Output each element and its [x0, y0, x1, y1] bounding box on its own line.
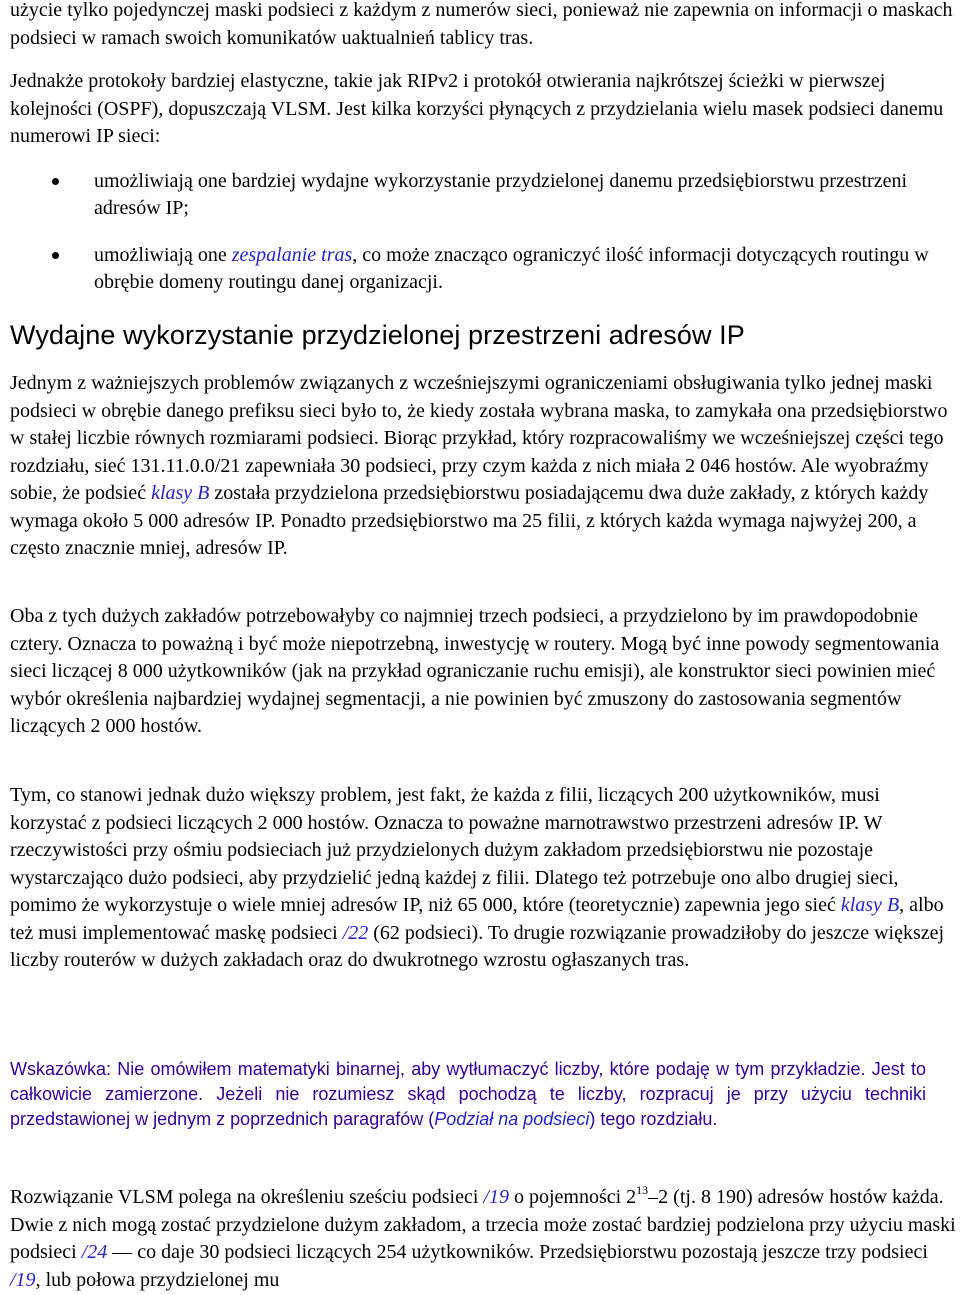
paragraph-text: Jednym z ważniejszych problemów związanych z wcześniejszymi ograniczeniami obsługiwania tylko jednej maski podsieci w obrębie danego prefiksu sieci było to, że kiedy została wybrana maska, to zamykała ona przedsiębiorstwo w stałej liczbie równych rozmiarami podsieci. Biorąc przykład, który rozpracowaliśmy we wcześniejszej części tego rozdziału, sieć 131.11.0.0/21 zapewniała 30 podsieci, przy czym każda z nich miała 2 046 hostów. Ale wyobraźmy sobie, że podsieć: [10, 372, 948, 504]
list-item: [10, 242, 958, 296]
paragraph-text: (62 podsieci). To drugie rozwiązanie prowadziłoby do jeszcze większej liczby routerów w dużych zakładach oraz do dwukrotnego wzrostu ogłaszanych tras.: [10, 921, 945, 971]
paragraph-text: — co daje 30 podsieci liczących 254 użytkowników. Przedsiębiorstwu pozostają jeszcze trzy podsieci: [107, 1241, 928, 1263]
benefits-list: [10, 168, 958, 316]
list-item: [10, 168, 958, 222]
tip-text: ) tego rozdziału.: [589, 1109, 718, 1129]
tip-box: [10, 1057, 926, 1132]
bullet-icon: [52, 252, 59, 259]
mask-19-link[interactable]: /19: [10, 1268, 36, 1291]
list-item-text: , co może znacząco ograniczyć ilość informacji dotyczących routingu w obrębie domeny routingu danej organizacji.: [94, 244, 929, 293]
list-item-text: umożliwiają one bardziej wydajne wykorzystanie przydzielonej danemu przedsiębiorstwu przestrzeni adresów IP;: [94, 170, 908, 219]
class-b-link[interactable]: klasy B: [151, 482, 210, 504]
paragraph-text: Tym, co stanowi jednak dużo większy problem, jest fakt, że każda z filii, liczących 200 użytkowników, musi korzystać z podsieci liczących 2 000 hostów. Oznacza to poważne marnotrawstwo przestrzeni adresów IP. W rzeczywistości przy ośmiu podsieciach już przydzielonych dużym zakładom przedsiębiorstwu nie pozostaje wystarczająco dużo podsieci, aby przydzielić jedną każdej z filii. Dlatego też potrzebuje ono albo drugiej sieci, pomimo że wykorzystuje o wiele mniej adresów IP, niż 65 000, które (teoretycznie) zapewnia jego sieć: [10, 784, 899, 916]
large-sites-paragraph: Oba z tych dużych zakładów potrzebowałyby co najmniej trzech podsieci, a przydzielono by im prawdopodobnie cztery. Oznacza to poważną i być może niepotrzebną, inwestycję w routery. Mogą być inne powody segmentowania sieci liczącej 8 000 użytkowników (jak na przykład ograniczanie ruchu emisji), ale konstruktor sieci powinien mieć wybór określenia najbardziej wydajnej segmentacji, a nie powinien być zmuszony do zastosowania segmentów liczących 2 000 hostów.: [10, 605, 940, 737]
paragraph-text: o pojemności 2: [508, 1186, 637, 1208]
bullet-icon: [52, 178, 59, 185]
problem-paragraph: [10, 370, 958, 563]
section-heading: Wydajne wykorzystanie przydzielonej przestrzeni adresów IP: [10, 320, 745, 350]
list-item-text: umożliwiają one: [94, 244, 232, 266]
vlsm-solution-paragraph: [10, 1184, 958, 1294]
branches-paragraph: [10, 782, 958, 975]
mask-24-link[interactable]: /24: [81, 1241, 108, 1263]
mask-19-link[interactable]: /19: [483, 1186, 509, 1208]
paragraph-text: –2 (tj. 8 190) adresów hostów każda. Dwie z nich mogą zostać przydzielone dużym zakładom, a trzecia może zostać bardziej podzielona przy użyciu maski podsieci: [10, 1186, 956, 1263]
intro-paragraph: użycie tylko pojedynczej maski podsieci z każdym z numerów sieci, ponieważ nie zapewnia on informacji o maskach podsieci w ramach swoich komunikatów uaktualnień tablicy tras.: [10, 0, 953, 49]
paragraph-text: została przydzielona przedsiębiorstwu posiadającemu dwa duże zakłady, z których każdy wymaga około 5 000 adresów IP. Ponadto przedsiębiorstwo ma 25 filii, z których każda wymaga najwyżej 200, a często znacznie mniej, adresów IP.: [10, 482, 929, 559]
paragraph-text: , albo też musi implementować maskę podsieci: [10, 894, 944, 944]
vlsm-benefits-paragraph: Jednakże protokoły bardziej elastyczne, takie jak RIPv2 i protokół otwierania najkrótszej ścieżki w pierwszej kolejności (OSPF), dopuszczają VLSM. Jest kilka korzyści płynących z przydzielania wielu masek podsieci danemu numerowi IP sieci:: [10, 70, 944, 147]
route-aggregation-link[interactable]: zespalanie tras: [231, 244, 353, 266]
class-b-link[interactable]: klasy B: [840, 894, 900, 916]
subnetting-link[interactable]: Podział na podsieci: [434, 1109, 590, 1129]
tip-text: Wskazówka: Nie omówiłem matematyki binarnej, aby wytłumaczyć liczby, które podaję w tym przykładzie. Jest to całkowicie zamierzone. Jeżeli nie rozumiesz skąd pochodzą te liczby, rozpracuj je przy użyciu techniki przedstawionej w jednym z poprzednich paragrafów (: [10, 1059, 926, 1129]
paragraph-text: , lub połowa przydzielonej mu: [35, 1268, 280, 1291]
paragraph-text: Rozwiązanie VLSM polega na określeniu sześciu podsieci: [10, 1186, 484, 1208]
mask-22-link[interactable]: /22: [342, 921, 369, 944]
exponent: 13: [636, 1183, 649, 1197]
